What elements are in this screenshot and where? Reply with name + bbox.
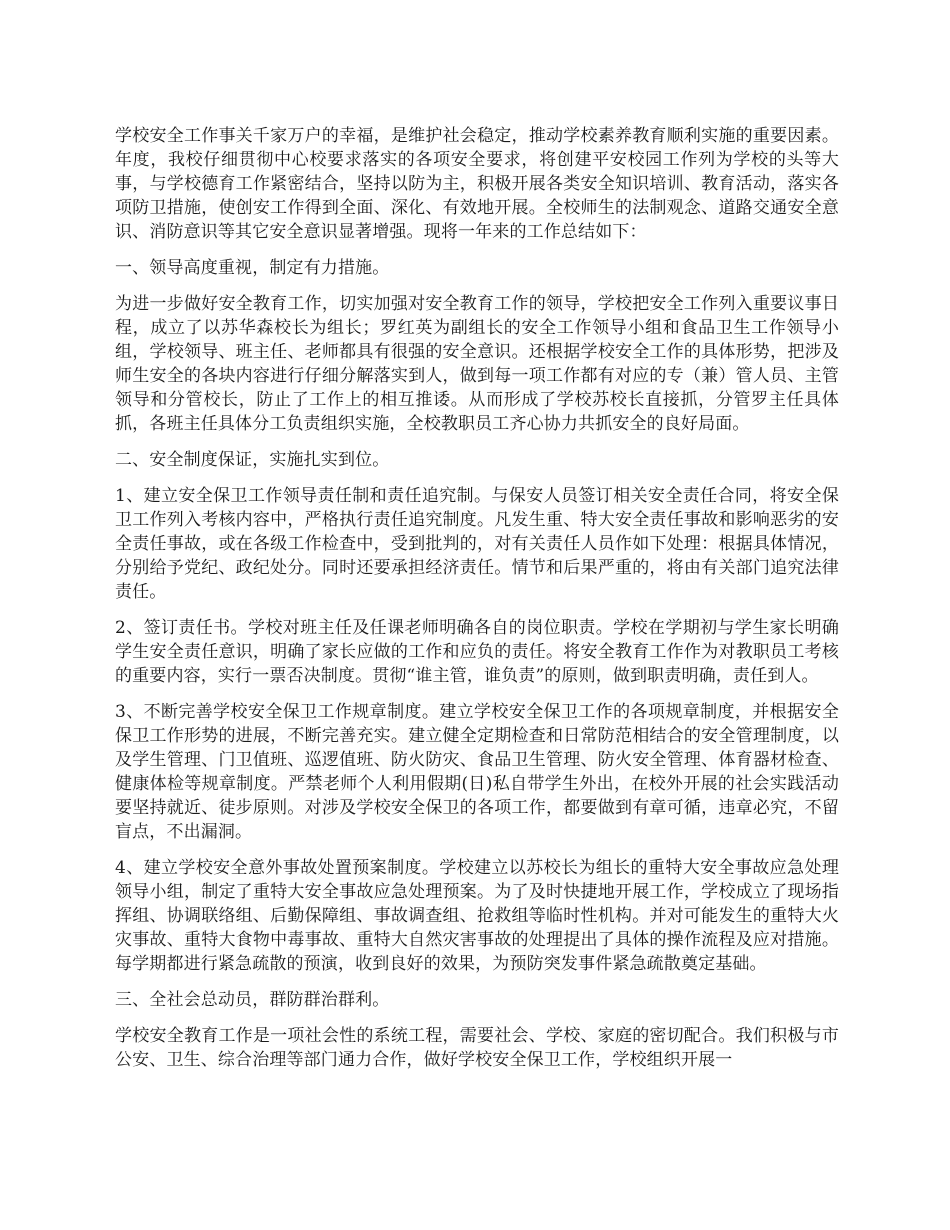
section-heading-2: 二、安全制度保证，实施扎实到位。 [115, 450, 390, 470]
section-heading-1: 一、领导高度重视，制定有力措施。 [115, 258, 390, 278]
item-2-paragraph: 2、签订责任书。学校对班主任及任课老师明确各自的岗位职责。学校在学期初与学生家长明确学生安全责任意识，明确了家长应做的工作和应负的责任。将安全教育工作作为对教职员工考核的重要内容，实行一票否决制度。贯彻“谁主管，谁负责”的原则，做到职责明确，责任到人。 [115, 618, 839, 686]
section-1-paragraph: 为进一步做好安全教育工作，切实加强对安全教育工作的领导，学校把安全工作列入重要议事日程，成立了以苏华森校长为组长；罗红英为副组长的安全工作领导小组和食品卫生工作领导小组，学校领导、班主任、老师都具有很强的安全意识。还根据学校安全工作的具体形势，把涉及师生安全的各块内容进行仔细分解落实到人，做到每一项工作都有对应的专（兼）管人员、主管领导和分管校长，防止了工作上的相互推诿。从而形成了学校苏校长直接抓，分管罗主任具体抓，各班主任具体分工负责组织实施，全校教职员工齐心协力共抓安全的良好局面。 [115, 294, 839, 434]
item-1-paragraph: 1、建立安全保卫工作领导责任制和责任追究制。与保安人员签订相关安全责任合同，将安全保卫工作列入考核内容中，严格执行责任追究制度。凡发生重、特大安全责任事故和影响恶劣的安全责任事故，或在各级工作检查中，受到批判的，对有关责任人员作如下处理：根据具体情况，分别给予党纪、政纪处分。同时还要承担经济责任。情节和后果严重的，将由有关部门追究法律责任。 [115, 486, 839, 602]
intro-paragraph: 学校安全工作事关千家万户的幸福，是维护社会稳定，推动学校素养教育顺利实施的重要因素。年度，我校仔细贯彻中心校要求落实的各项安全要求，将创建平安校园工作列为学校的头等大事，与学校德育工作紧密结合，坚持以防为主，积极开展各类安全知识培训、教育活动，落实各项防卫措施，使创安工作得到全面、深化、有效地开展。全校师生的法制观念、道路交通安全意识、消防意识等其它安全意识显著增强。现将一年来的工作总结如下： [115, 126, 839, 242]
section-heading-3: 三、全社会总动员，群防群治群利。 [115, 990, 390, 1010]
item-3-paragraph: 3、不断完善学校安全保卫工作规章制度。建立学校安全保卫工作的各项规章制度，并根据安全保卫工作形势的进展，不断完善充实。建立健全定期检查和日常防范相结合的安全管理制度，以及学生管理、门卫值班、巡逻值班、防火防灾、食品卫生管理、防火安全管理、体育器材检查、健康体检等规章制度。严禁老师个人利用假期(日)私自带学生外出，在校外开展的社会实践活动要坚持就近、徒步原则。对涉及学校安全保卫的各项工作，都要做到有章可循，违章必究，不留盲点，不出漏洞。 [115, 702, 839, 842]
item-4-paragraph: 4、建立学校安全意外事故处置预案制度。学校建立以苏校长为组长的重特大安全事故应急处理领导小组，制定了重特大安全事故应急处理预案。为了及时快捷地开展工作，学校成立了现场指挥组、协调联络组、后勤保障组、事故调查组、抢救组等临时性机构。并对可能发生的重特大火灾事故、重特大食物中毒事故、重特大自然灾害事故的处理提出了具体的操作流程及应对措施。每学期都进行紧急疏散的预演，收到良好的效果，为预防突发事件紧急疏散奠定基础。 [115, 858, 839, 974]
section-3-paragraph: 学校安全教育工作是一项社会性的系统工程，需要社会、学校、家庭的密切配合。我们积极与市公安、卫生、综合治理等部门通力合作，做好学校安全保卫工作，学校组织开展一 [115, 1026, 839, 1070]
document-body [115, 124, 839, 1084]
